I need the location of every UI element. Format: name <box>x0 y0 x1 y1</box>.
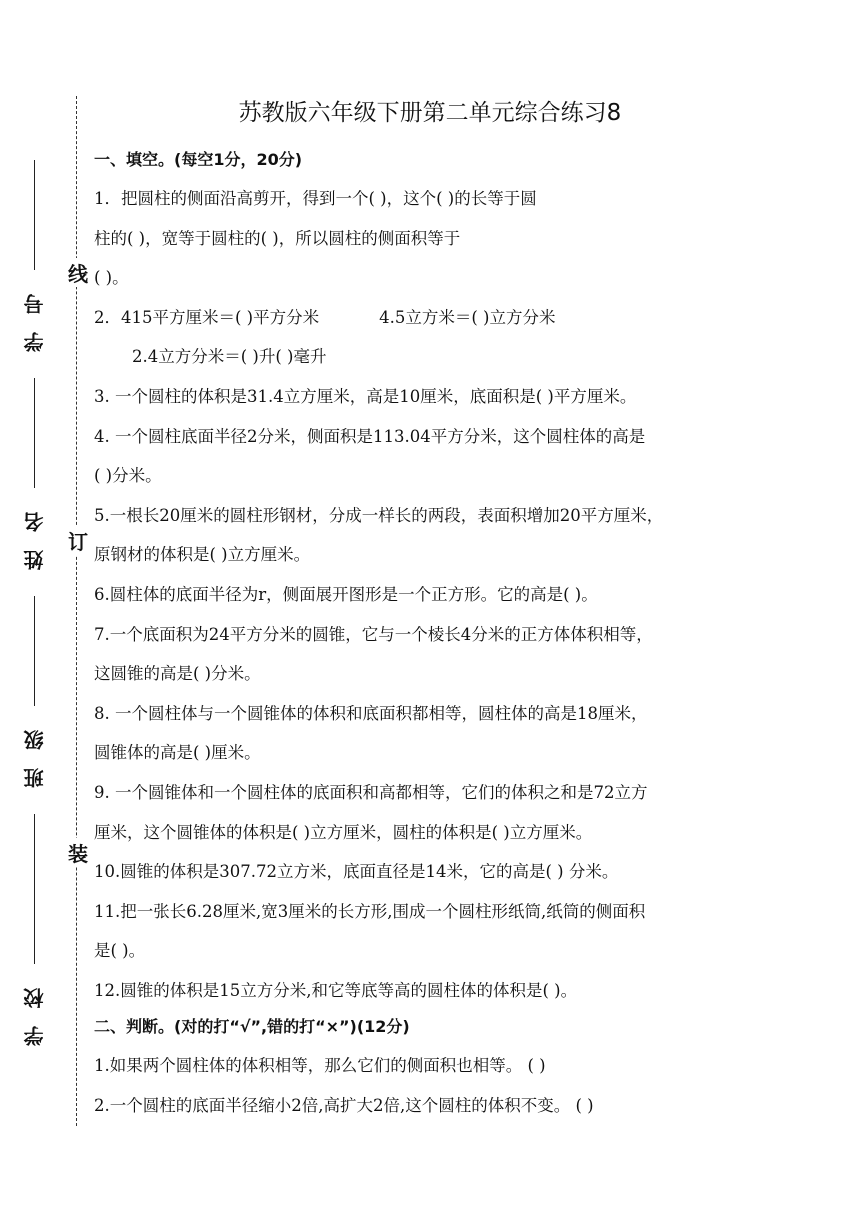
worksheet-body <box>94 143 770 1126</box>
section-1-heading: 一、填空。(每空1分，20分) <box>94 150 303 169</box>
page-title: 苏教版六年级下册第二单元综合练习8 <box>238 100 622 126</box>
binding-mark-line: 线 <box>66 258 90 287</box>
question-2-part-a: 2．415平方厘米＝( )平方分米 <box>94 307 320 327</box>
school-line <box>34 814 35 964</box>
question-line: 是( )。 <box>94 941 146 961</box>
class-field[interactable] <box>14 596 54 788</box>
binding-mark-bind: 订 <box>66 526 90 555</box>
student-number-field[interactable] <box>14 160 54 352</box>
question-line: 6.圆柱体的底面半径为r，侧面展开图形是一个正方形。它的高是( )。 <box>94 584 598 604</box>
question-line: ( )。 <box>94 268 129 288</box>
question-line: ( )分米。 <box>94 466 162 486</box>
question-line: 12.圆锥的体积是15立方分米,和它等底等高的圆柱体的体积是( )。 <box>94 980 578 1000</box>
question-line: 柱的( )，宽等于圆柱的( )，所以圆柱的侧面积等于 <box>94 228 461 248</box>
question-line: 7.一个底面积为24平方分米的圆锥，它与一个棱长4分米的正方体体积相等， <box>94 624 653 644</box>
question-2-part-b: 4.5立方米＝( )立方分米 <box>379 307 556 327</box>
question-line: 原钢材的体积是( )立方厘米。 <box>94 545 311 565</box>
question-line: 4. 一个圆柱底面半径2分米，侧面积是113.04平方分米，这个圆柱体的高是 <box>94 426 646 446</box>
name-label: 姓名 <box>22 494 47 570</box>
class-line <box>34 596 35 706</box>
question-line <box>94 298 770 338</box>
question-line: 1.如果两个圆柱体的体积相等，那么它们的侧面积也相等。 ( ) <box>94 1056 546 1076</box>
binding-dashed-line <box>76 96 77 1126</box>
student-number-label: 学号 <box>22 276 47 352</box>
name-line <box>34 378 35 488</box>
question-line: 1．把圆柱的侧面沿高剪开，得到一个( )，这个( )的长等于圆 <box>94 189 537 208</box>
school-field[interactable] <box>14 814 54 1046</box>
binding-mark-staple: 装 <box>66 838 90 867</box>
class-label: 班级 <box>22 712 47 788</box>
section-2-heading: 二、判断。(对的打“√”,错的打“×”)(12分) <box>94 1017 410 1037</box>
question-line: 这圆锥的高是( )分米。 <box>94 664 261 684</box>
question-line: 3. 一个圆柱的体积是31.4立方厘米，高是10厘米，底面积是( )平方厘米。 <box>94 386 637 406</box>
school-label: 学校 <box>22 970 47 1046</box>
question-line: 9. 一个圆锥体和一个圆柱体的底面积和高都相等，它们的体积之和是72立方 <box>94 782 648 802</box>
name-field[interactable] <box>14 378 54 570</box>
question-line: 8. 一个圆柱体与一个圆锥体的体积和底面积都相等，圆柱体的高是18厘米， <box>94 703 648 723</box>
question-line: 5.一根长20厘米的圆柱形钢材，分成一样长的两段，表面积增加20平方厘米， <box>94 505 664 525</box>
question-line: 圆锥体的高是( )厘米。 <box>94 743 261 763</box>
question-line: 10.圆锥的体积是307.72立方米，底面直径是14米，它的高是( ) 分米。 <box>94 862 619 882</box>
question-line: 11.把一张长6.28厘米,宽3厘米的长方形,围成一个圆柱形纸筒,纸筒的侧面积 <box>94 901 646 921</box>
student-number-line <box>34 160 35 270</box>
question-line: 2.4立方分米＝( )升( )毫升 <box>132 347 327 367</box>
question-line: 2.一个圆柱的底面半径缩小2倍,高扩大2倍,这个圆柱的体积不变。 ( ) <box>94 1096 594 1116</box>
question-line: 厘米，这个圆锥体的体积是( )立方厘米，圆柱的体积是( )立方厘米。 <box>94 822 593 842</box>
